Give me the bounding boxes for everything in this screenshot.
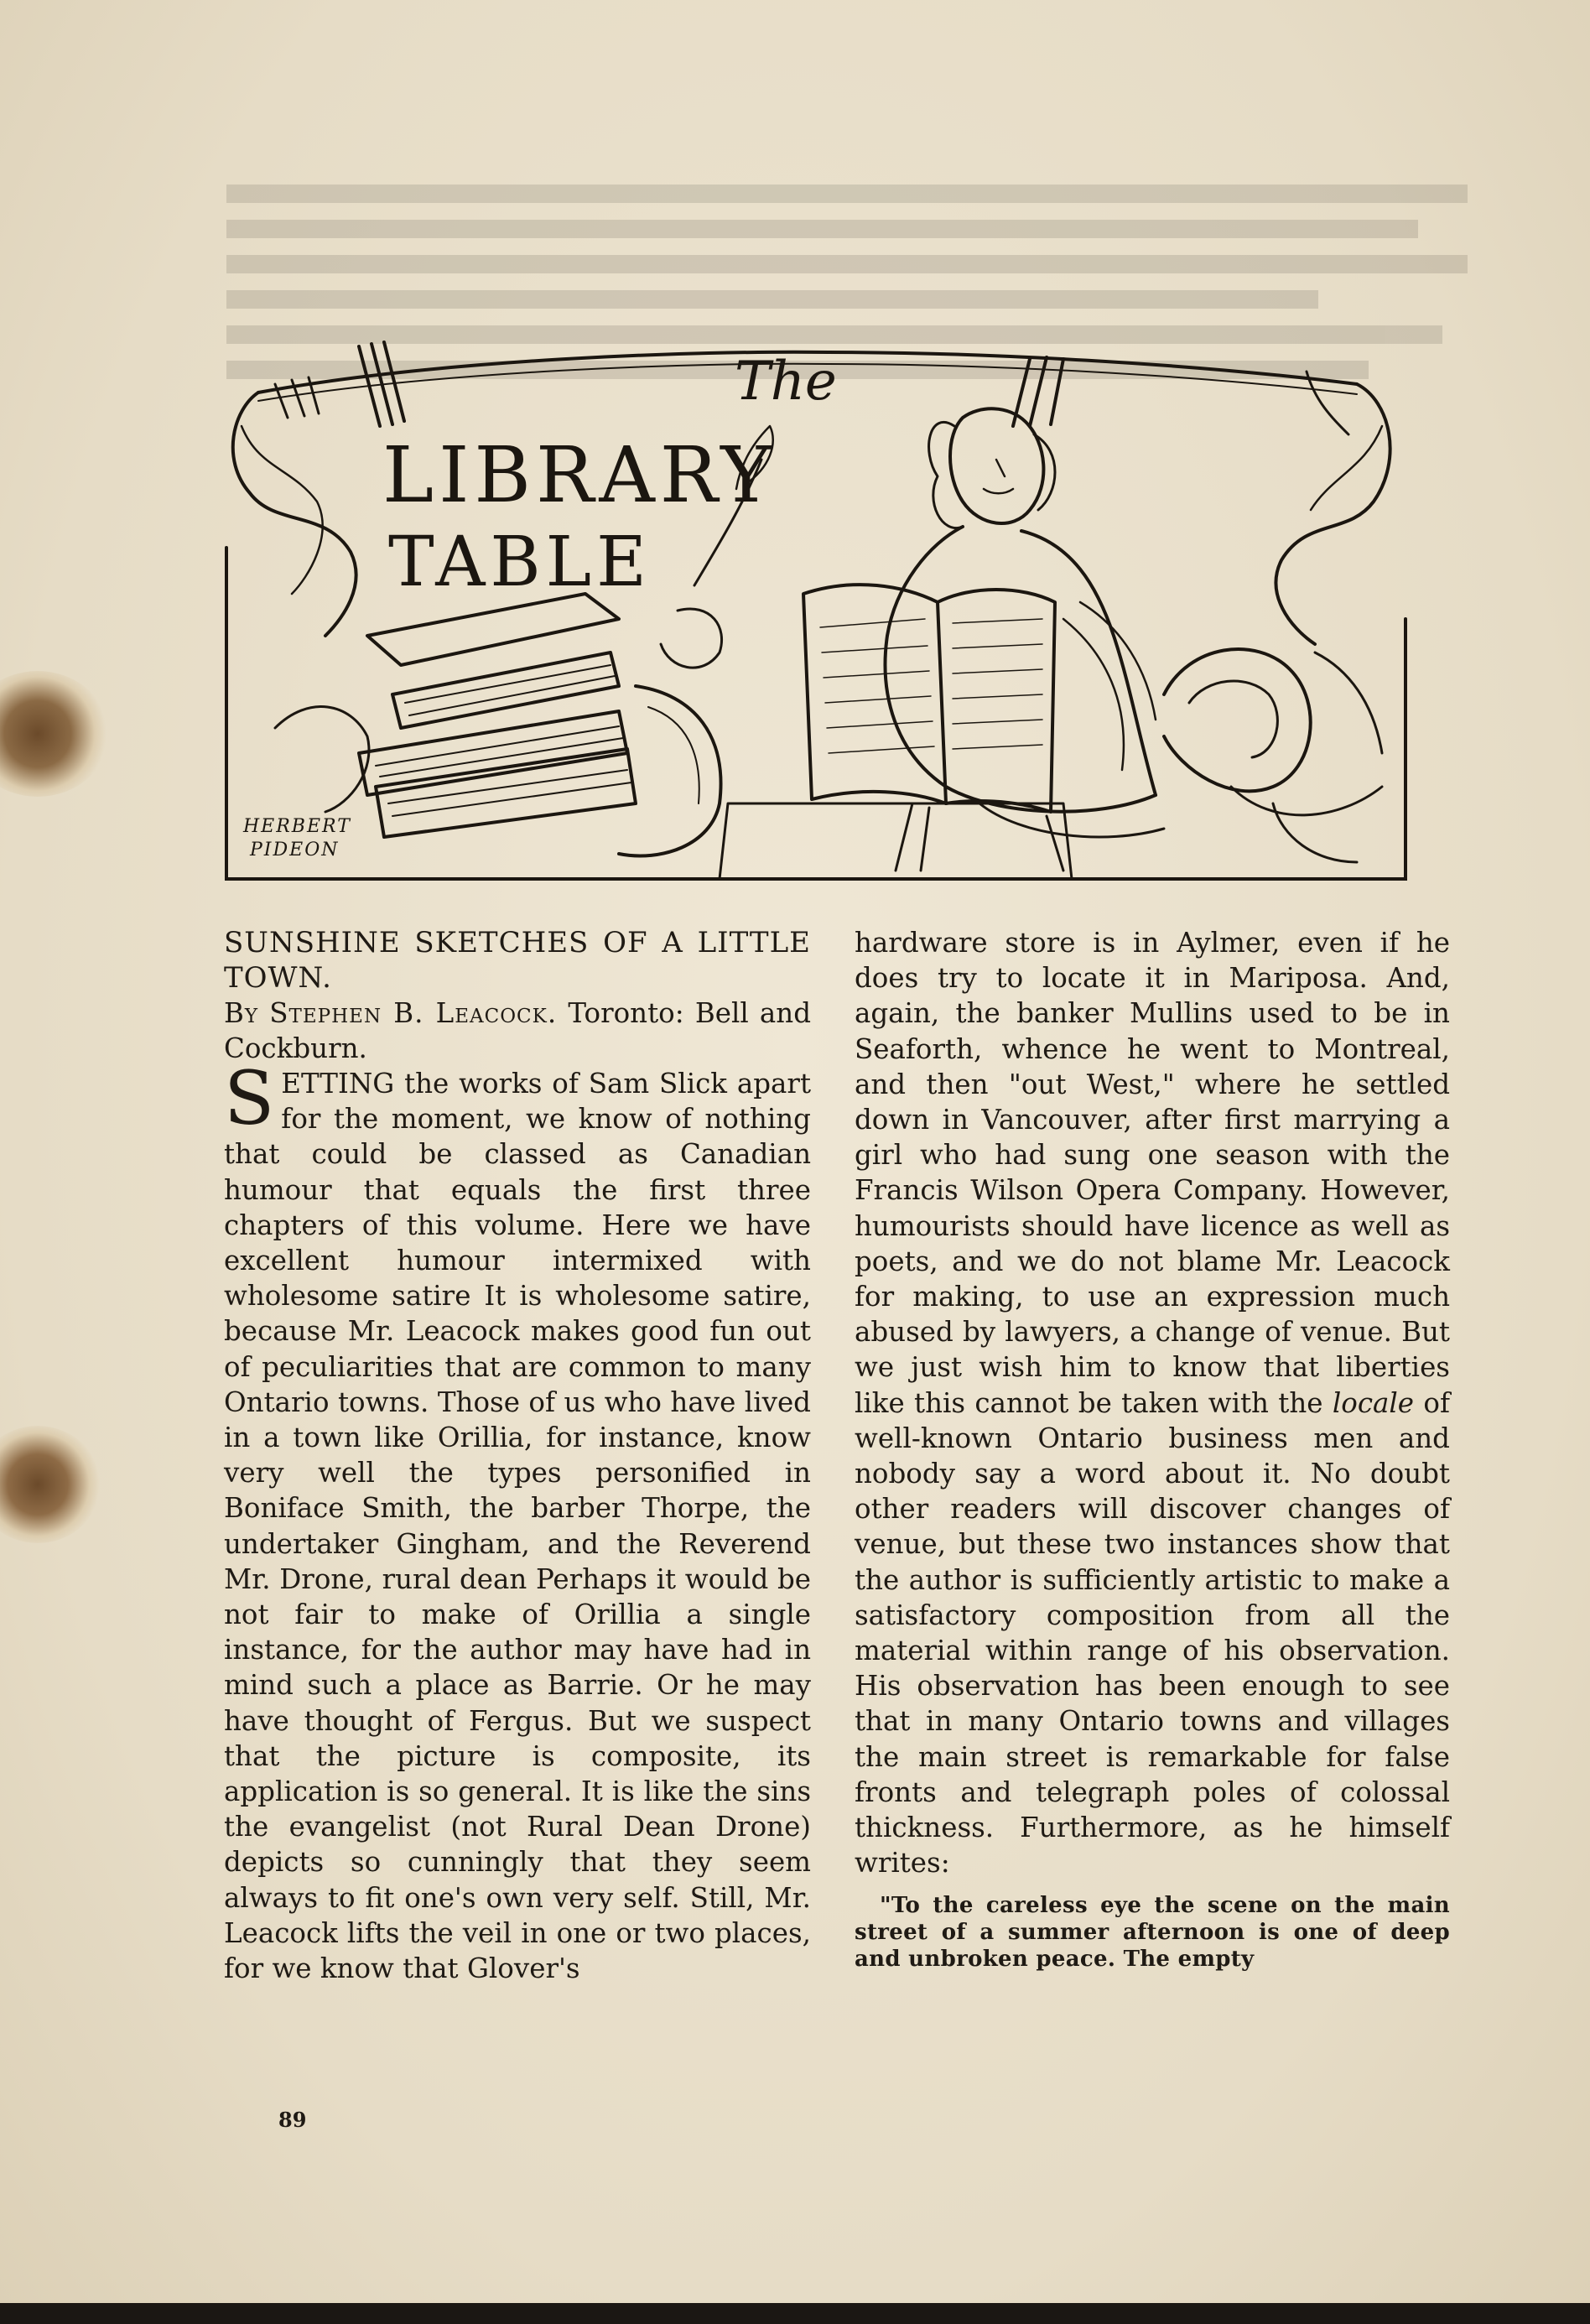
left-column [224, 925, 811, 1986]
article-title: SUNSHINE SKETCHES OF A LITTLE TOWN. [224, 926, 811, 995]
left-flourish [233, 393, 356, 636]
heading-the: The [735, 351, 837, 413]
heading-table: TABLE [388, 523, 652, 602]
byline-by: By [224, 997, 259, 1029]
right-column-text: hardware store is in Aylmer, even if he does try to locate it in Mariposa. And, again, the banker Mullins used to be in Seaforth, whence he went to Montreal, and then "out West," where he settled down in Vancouver, after first marrying a girl who had sung one season with the Francis Wilson Opera Company. However, humourists should have licence as well as poets, and we do not blame Mr. Leacock for making, to use an expression much abused by lawyers, a change of venue. But we just wish him to know that liberties like this cannot be taken with the [855, 927, 1450, 1419]
drop-cap: S [224, 1055, 275, 1141]
heading-library: LIBRARY [382, 430, 777, 520]
page-number: 89 [278, 2108, 307, 2132]
page-stain [0, 1426, 101, 1543]
article-body-left [224, 1055, 811, 1986]
article-body-right [855, 925, 1450, 1880]
right-column [855, 925, 1450, 1973]
block-quote: "To the careless eye the scene on the main street of a summer afternoon is one of deep and unbroken peace. The empty [855, 1893, 1450, 1973]
byline-publisher: Toronto: Bell and Cockburn. [224, 997, 812, 1064]
byline-author: Stephen B. Leacock. [269, 997, 558, 1029]
italic-word: locale [1332, 1386, 1415, 1419]
foliage-illustration [1164, 649, 1382, 862]
article-byline [224, 996, 811, 1066]
left-column-text: ETTING the works of Sam Slick apart for the moment, we know of nothing that could be classed as Canadian humour that equals the first three chapters of this volume. Here we have excellent humour intermixed with wholesome satire It is wholesome satire, because Mr. Leacock makes good fun out of peculiarities that are common to many Ontario towns. Those of us who have lived in a town like Orillia, for instance, know very well the types personified in Boniface Smith, the barber Thorpe, the undertaker Gingham, and the Reverend Mr. Drone, rural dean Perhaps it would be not fair to make of Orillia a single instance, for the author may have had in mind such a place as Barrie. Or he may have thought of Fergus. But we suspect that the picture is composite, its application is so general. It is like the sins the evangelist (not Rural Dean Drone) depicts so cunningly that they seem always to fit one's own very self. Still, Mr. Leacock lifts the veil in one or two places, for we know that Glover's [224, 1068, 811, 1985]
page-stain [0, 671, 109, 797]
reader-figure-illustration [720, 408, 1164, 879]
right-flourish [1276, 384, 1390, 644]
scan-edge [0, 2303, 1590, 2324]
artist-signature: PIDEON [250, 840, 340, 860]
right-column-text-continued: of well-known Ontario business men and nobody say a word about it. No doubt other readers will discover changes of venue, but these two instances show that the author is sufficiently artistic to make a satisfactory composition from all the material within range of his observation. His observation has been enough to see that in many Ontario towns and villages the main street is remarkable for false fronts and telegraph poles of colossal thickness. Furthermore, as he himself writes: [855, 1386, 1450, 1879]
artist-signature: HERBERT [243, 816, 351, 837]
library-table-header-illustration [225, 334, 1407, 887]
